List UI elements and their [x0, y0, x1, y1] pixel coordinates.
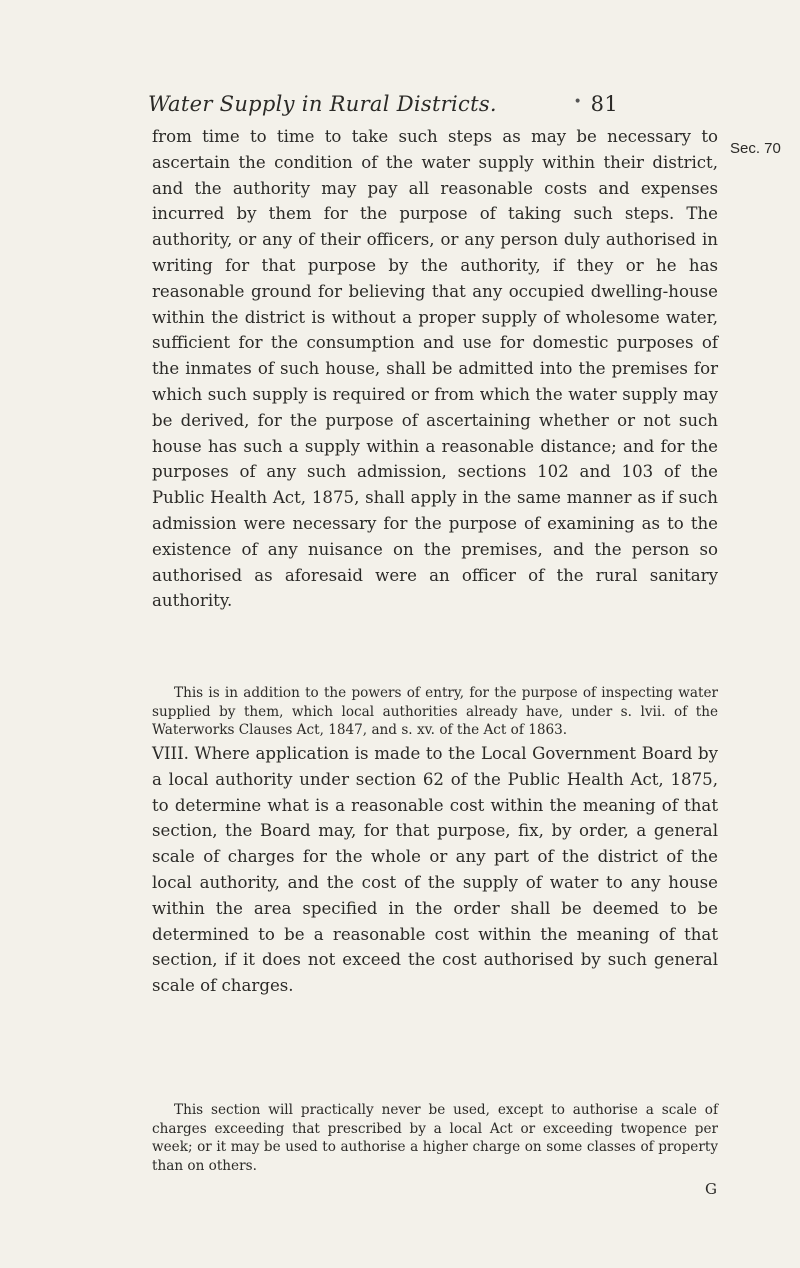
signature-mark: G: [705, 1180, 717, 1198]
margin-section-note: Sec. 70: [730, 140, 781, 157]
footnote-paragraph: This is in addition to the powers of entry, for the purpose of inspecting water supplied by them, which local authorities already have, under s. lvii. of the Waterworks Clauses Act, 1847, and s. xv. of the Act of 1863.: [152, 685, 718, 738]
page-number: 81: [590, 92, 618, 116]
section-viii-paragraph: VIII. Where application is made to the Local Government Board by a local authority under section 62 of the Public Health Act, 1875, to determine what is a reasonable cost within the meaning of that section, the Board may, for that purpose, fix, by order, a general scale of charges for the whole or any part of the district of the local authority, and the cost of the supply of water to any house within the area specified in the order shall be deemed to be determined to be a reasonable cost within the meaning of that section, if it does not exceed the cost authorised by such general scale of charges.: [152, 744, 718, 996]
body-paragraph: from time to time to take such steps as may be necessary to ascertain the condition of the water supply within their district, and the authority may pay all reasonable costs and expenses incurred by them for the purpose of taking such steps. The authority, or any of their officers, or any person duly authorised in writing for that purpose by the authority, if they or he has reasonable ground for believing that any occupied dwelling-house within the district is without a proper supply of wholesome water, sufficient for the consumption and use for domestic purposes of the inmates of such house, shall be admitted into the premises for which such supply is required or from which the water supply may be derived, for the purpose of ascertaining whether or not such house has such a supply within a reasonable distance; and for the purposes of any such admission, sections 102 and 103 of the Public Health Act, 1875, shall apply in the same manner as if such admission were necessary for the purpose of examining as to the existence of any nuisance on the premises, and the person so authorised as aforesaid were an officer of the rural sanitary authority.: [152, 127, 718, 611]
running-title: Water Supply in Rural Districts.: [148, 92, 497, 116]
footnote-paragraph: This section will practically never be used, except to authorise a scale of charges exceeding that prescribed by a local Act or exceeding twopence per week; or it may be used to authorise a higher charge on some classes of property than on others.: [152, 1102, 718, 1174]
ornament-dot: •: [573, 94, 582, 110]
